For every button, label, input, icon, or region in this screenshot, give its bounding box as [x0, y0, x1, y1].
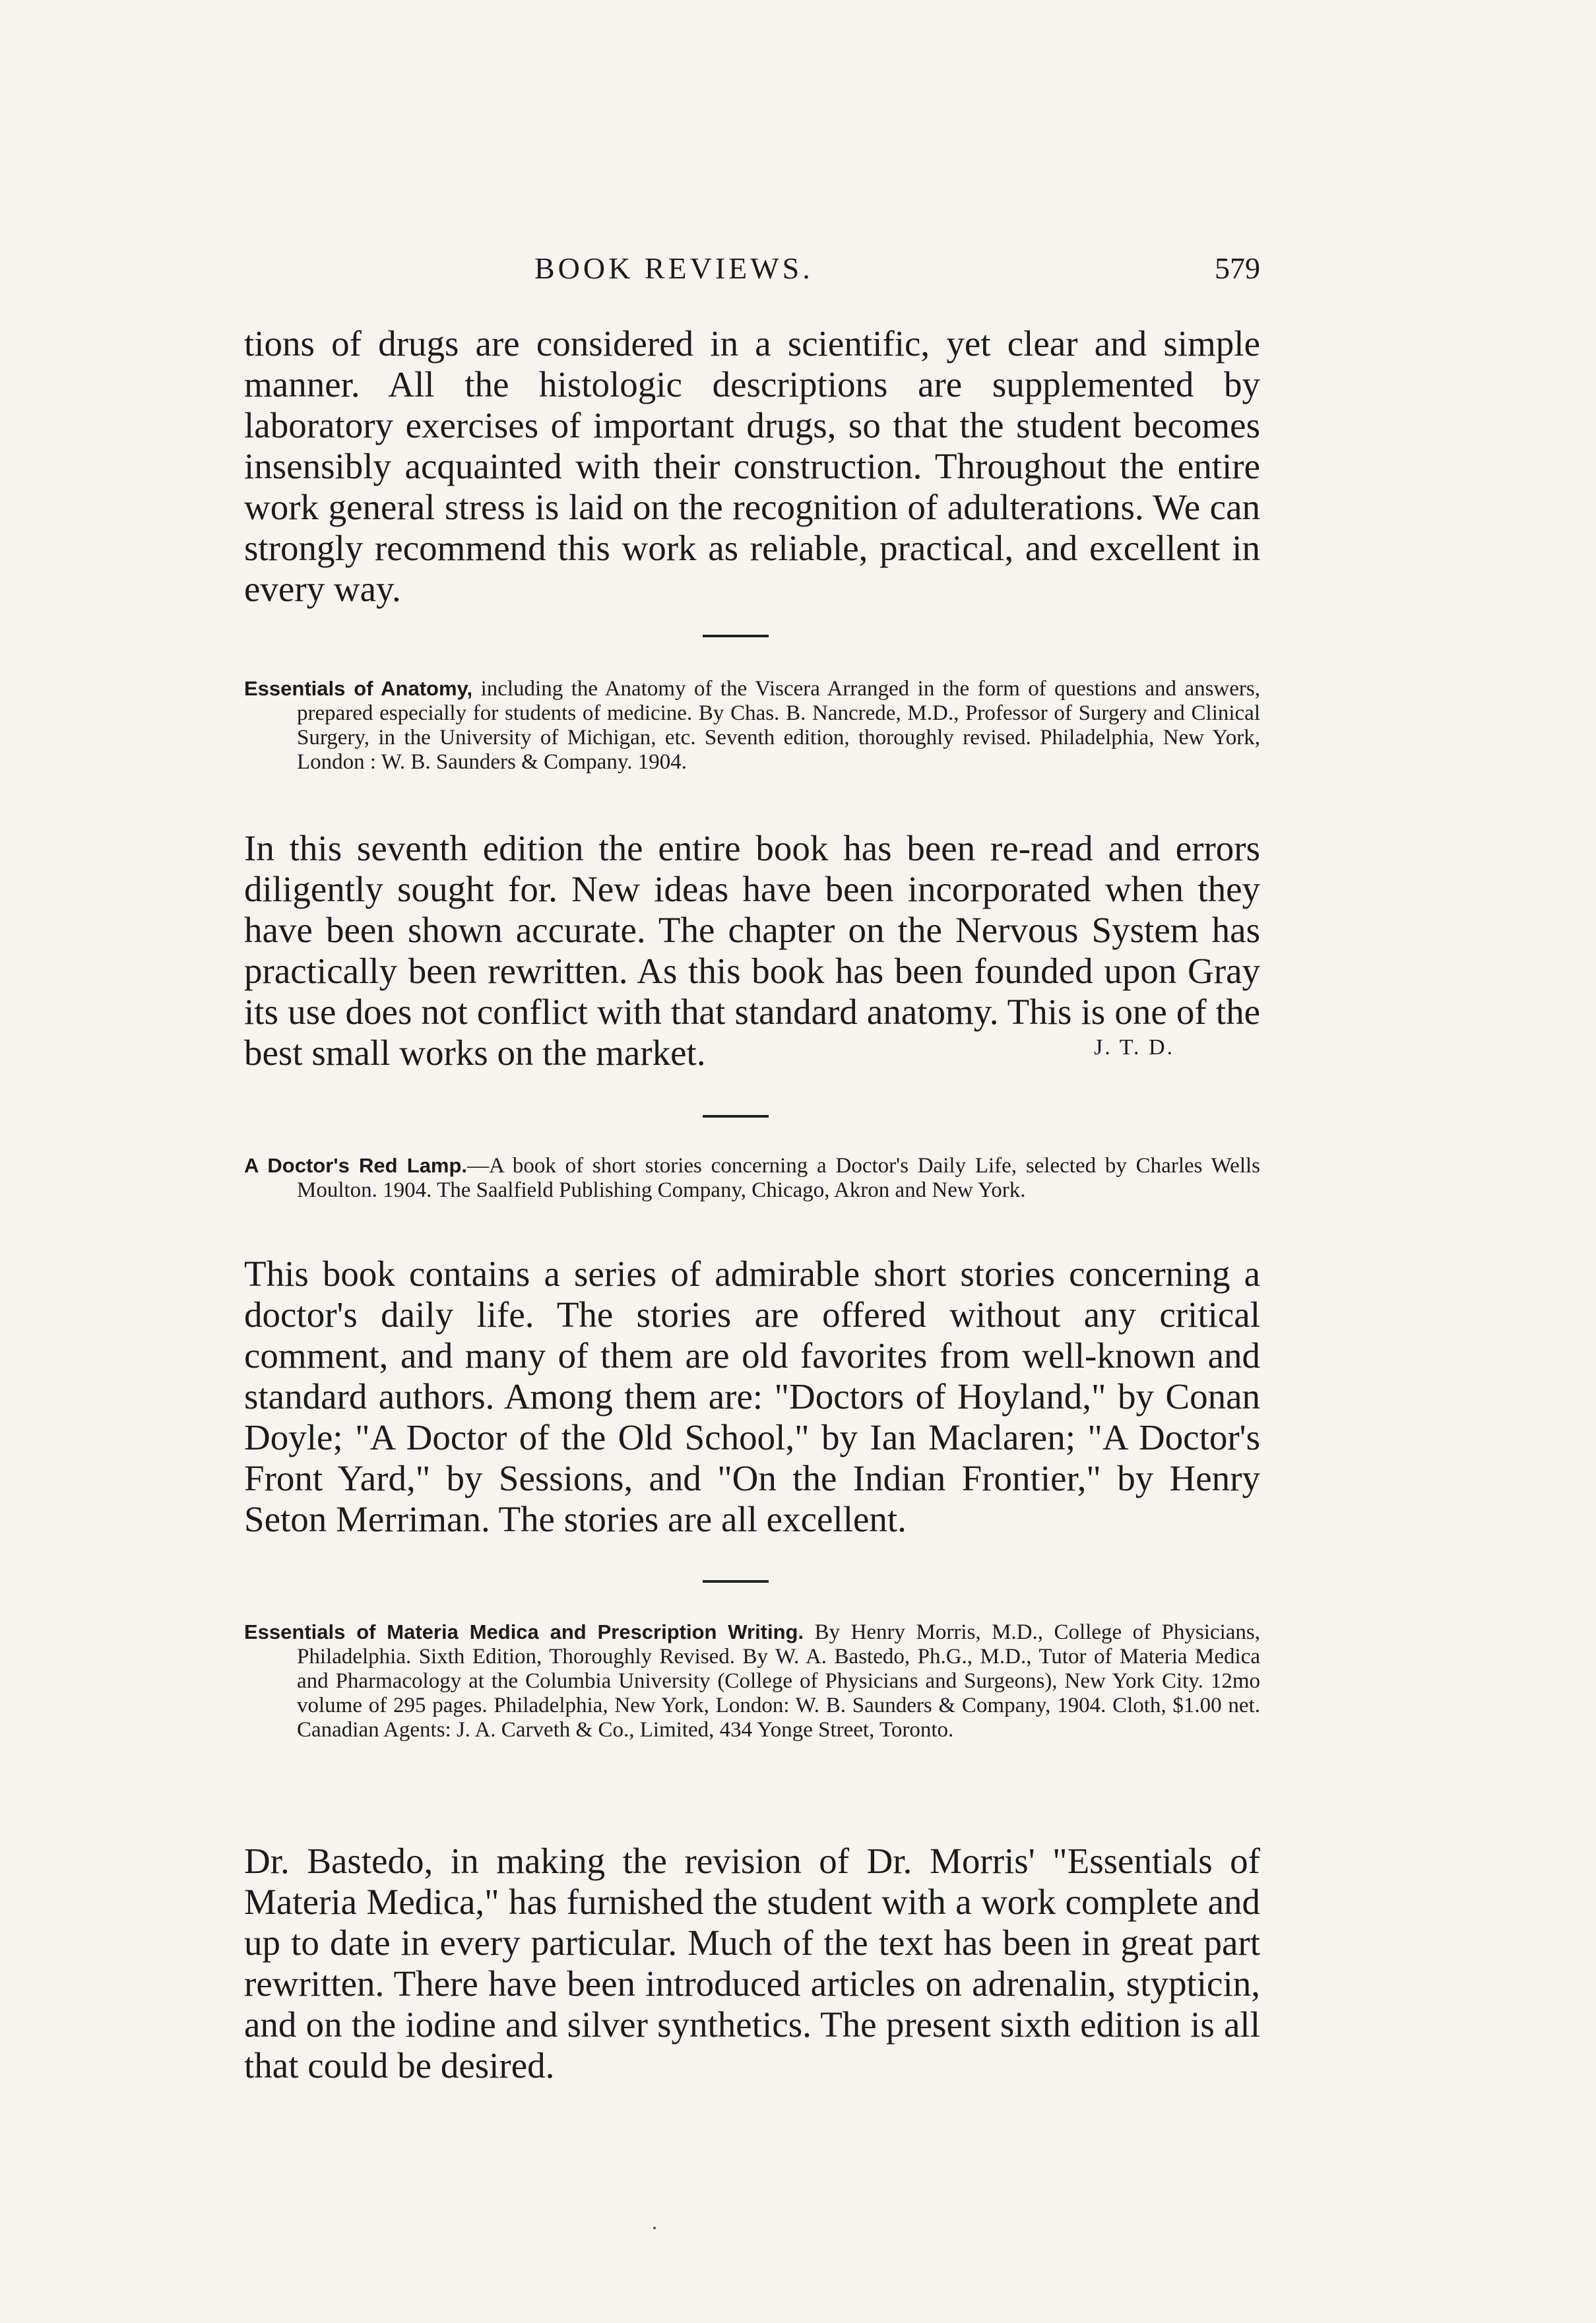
- running-title: BOOK REVIEWS.: [534, 251, 814, 285]
- review-title: Essentials of Materia Medica and Prescription Writing.: [244, 1620, 804, 1643]
- review-body: [244, 1841, 1260, 2086]
- page-number: 579: [1215, 251, 1260, 285]
- review-citation: [244, 1620, 1260, 1742]
- ink-speck: [653, 2227, 656, 2229]
- review-paragraph: Dr. Bastedo, in making the revision of Dr. Morris' "Essentials of Materia Medica," has furnished the student with a work complete and up to date in every particular. Much of the text has been in great part rewritten. There have been introduced articles on adrenalin, stypticin, and on the iodine and silver synthetics. The present sixth edition is all that could be desired.: [244, 1841, 1260, 2085]
- review-paragraph: This book contains a series of admirable short stories concerning a doctor's daily life. The stories are offered without any critical comment, and many of them are old favorites from well-known and standard authors. Among them are: "Doctors of Hoyland," by Conan Doyle; "A Doctor of the Old School," by Ian Maclaren; "A Doctor's Front Yard," by Sessions, and "On the Indian Frontier," by Henry Seton Merriman. The stories are all excellent.: [244, 1254, 1260, 1539]
- review-title: A Doctor's Red Lamp.: [244, 1154, 468, 1177]
- review-body: [244, 828, 1260, 1073]
- section-divider: [703, 1115, 769, 1118]
- citation-details: including the Anatomy of the Viscera Arranged in the form of questions and answers, prepared especially for students of medicine. By Chas. B. Nancrede, M.D., Professor of Surgery and Clinical Surgery, in the University of Michigan, etc. Seventh edition, thoroughly revised. Philadelphia, New York, London : W. B. Saunders & Company. 1904.: [297, 677, 1260, 774]
- citation-details: —A book of short stories concerning a Doctor's Daily Life, selected by Charles Wells Moulton. 1904. The Saalfield Publishing Company, Chicago, Akron and New York.: [297, 1154, 1260, 1202]
- section-divider: [703, 635, 769, 637]
- review-citation: [244, 1153, 1260, 1203]
- review-title: Essentials of Anatomy,: [244, 677, 473, 700]
- reviewer-signature: J. T. D.: [1094, 1035, 1174, 1060]
- continuation-paragraph: tions of drugs are considered in a scientific, yet clear and simple manner. All the histologic descriptions are supplemented by laboratory exercises of important drugs, so that the student becomes insensibly acquainted with their construction. Throughout the entire work general stress is laid on the recognition of adulterations. We can strongly recommend this work as reliable, practical, and excellent in every way.: [244, 323, 1260, 609]
- review-body: [244, 1254, 1260, 1540]
- review-citation: [244, 676, 1260, 775]
- section-divider: [703, 1580, 769, 1583]
- citation-details: By Henry Morris, M.D., College of Physicians, Philadelphia. Sixth Edition, Thoroughly Revised. By W. A. Bastedo, Ph.G., M.D., Tutor of Materia Medica and Pharmacology at the Columbia University (College of Physicians and Surgeons), New York City. 12mo volume of 295 pages. Philadelphia, New York, London: W. B. Saunders & Company, 1904. Cloth, $1.00 net. Canadian Agents: J. A. Carveth & Co., Limited, 434 Yonge Street, Toronto.: [297, 1620, 1260, 1742]
- page-header: [244, 251, 1260, 297]
- review-paragraph: In this seventh edition the entire book has been re-read and errors diligently sought for. New ideas have been incorporated when they have been shown accurate. The chapter on the Nervous System has practically been rewritten. As this book has been founded upon Gray its use does not conflict with that standard anatomy. This is one of the best small works on the market.: [244, 828, 1260, 1073]
